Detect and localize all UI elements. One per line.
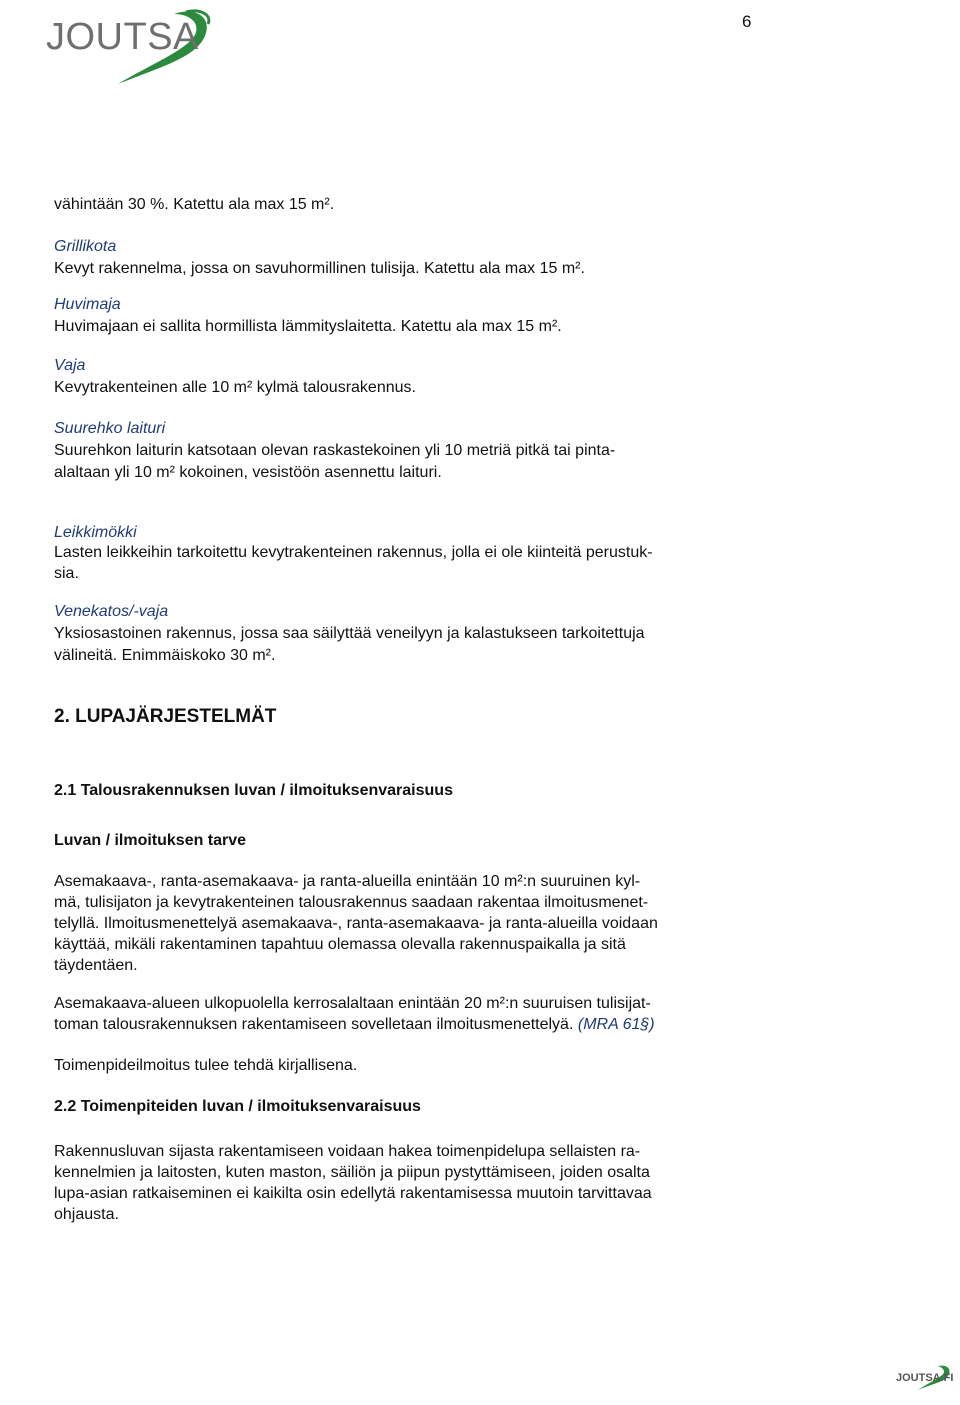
venekatos-title: Venekatos/-vaja (54, 603, 169, 620)
para1-line-3: telyllä. Ilmoitusmenettelyä asemakaava-, ranta-asemakaava- ja ranta-alueilla voidaan (54, 915, 658, 932)
vaja-title: Vaja (54, 357, 86, 374)
leikkimokki-title: Leikkimökki (54, 524, 137, 541)
huvimaja-title: Huvimaja (54, 296, 121, 313)
para3: Toimenpideilmoitus tulee tehdä kirjallisena. (54, 1057, 358, 1074)
para1-line-4: käyttää, mikäli rakentaminen tapahtuu olemassa olevalla rakennuspaikalla ja sitä (54, 936, 626, 953)
vaja-text: Kevytrakenteinen alle 10 m² kylmä talousrakennus. (54, 379, 416, 396)
page-number: 6 (742, 12, 752, 31)
para4-line-3: lupa-asian ratkaiseminen ei kaikilta osin edellytä rakentamisessa muutoin tarvittavaa (54, 1185, 652, 1202)
leikkimokki-text-2: sia. (54, 565, 79, 582)
para2-line-2 (54, 1014, 655, 1036)
venekatos-text-2: välineitä. Enimmäiskoko 30 m². (54, 647, 276, 664)
para1-line-2: mä, tulisijaton ja kevytrakenteinen talousrakennus saadaan rakentaa ilmoitusmenet- (54, 894, 649, 911)
huvimaja-text: Huvimajaan ei sallita hormillista lämmityslaitetta. Katettu ala max 15 m². (54, 318, 562, 335)
grillikota-title: Grillikota (54, 238, 117, 255)
leikkimokki-text-1: Lasten leikkeihin tarkoitettu kevytrakenteinen rakennus, jolla ei ole kiinteitä perustuk- (54, 544, 653, 561)
para1-line-1: Asemakaava-, ranta-asemakaava- ja ranta-alueilla enintään 10 m²:n suuruinen kyl- (54, 873, 641, 890)
laituri-text-1: Suurehkon laiturin katsotaan olevan raskastekoinen yli 10 metriä pitkä tai pinta- (54, 442, 616, 459)
para2-line-1: Asemakaava-alueen ulkopuolella kerrosalaltaan enintään 20 m²:n suuruisen tulisijat- (54, 995, 651, 1012)
joutsa-logo (46, 8, 226, 83)
para1-line-5: täydentäen. (54, 957, 138, 974)
venekatos-text-1: Yksiosastoinen rakennus, jossa saa säilyttää veneilyyn ja kalastukseen tarkoitettuja (54, 625, 645, 642)
para4-line-1: Rakennusluvan sijasta rakentamiseen voidaan hakea toimenpidelupa sellaisten ra- (54, 1143, 641, 1160)
logo-wordmark: JOUTSA (46, 16, 199, 58)
para2-line-2-text: toman talousrakennuksen rakentamiseen sovelletaan ilmoitusmenettelyä. (54, 1016, 574, 1033)
grillikota-text: Kevyt rakennelma, jossa on savuhormillinen tulisija. Katettu ala max 15 m². (54, 260, 585, 277)
laituri-title: Suurehko laituri (54, 420, 166, 437)
intro-line: vähintään 30 %. Katettu ala max 15 m². (54, 196, 335, 213)
section-2-heading: 2. LUPAJÄRJESTELMÄT (54, 706, 277, 727)
para4-line-4: ohjausta. (54, 1206, 119, 1223)
subheading-luvan-tarve: Luvan / ilmoituksen tarve (54, 832, 247, 849)
section-2-1-heading: 2.1 Talousrakennuksen luvan / ilmoituksenvaraisuus (54, 782, 453, 799)
para4-line-2: kennelmien ja laitosten, kuten maston, säiliön ja piipun pystyttämiseen, joiden osalta (54, 1164, 650, 1181)
laituri-text-2: alaltaan yli 10 m² kokoinen, vesistöön asennettu laituri. (54, 464, 442, 481)
footer-wordmark: JOUTSA.FI (896, 1372, 954, 1384)
mra-reference: (MRA 61§) (577, 1016, 655, 1033)
section-2-2-heading: 2.2 Toimenpiteiden luvan / ilmoituksenvaraisuus (54, 1098, 421, 1115)
